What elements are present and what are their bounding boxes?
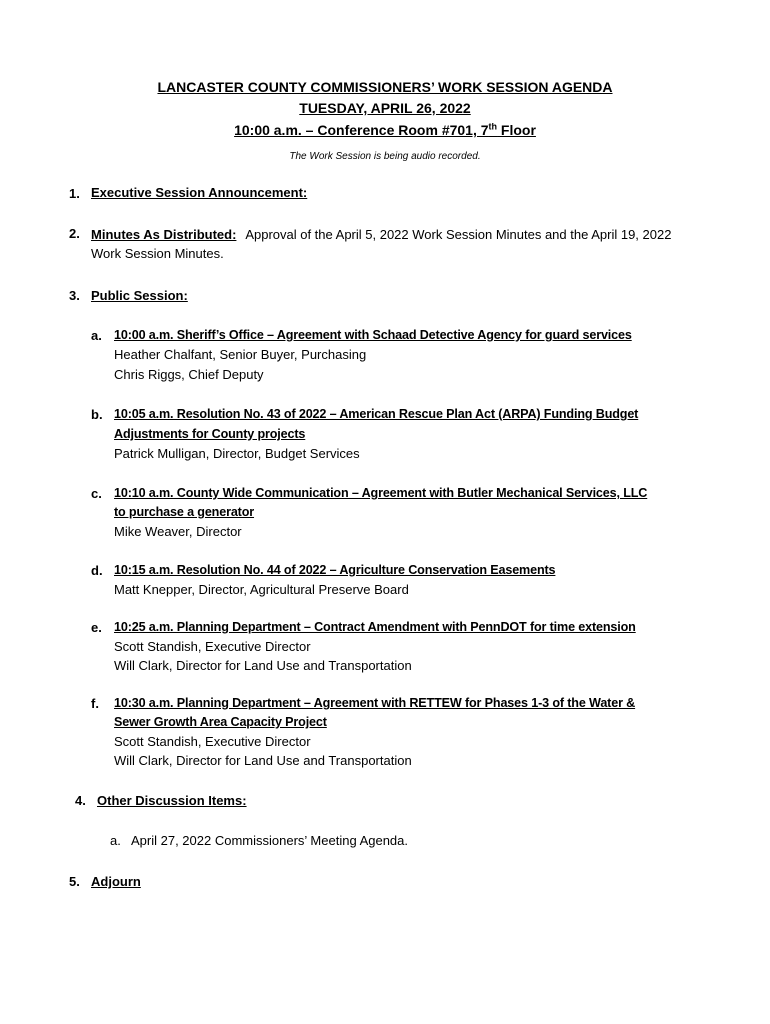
presenter: Heather Chalfant, Senior Buyer, Purchasing — [114, 347, 367, 362]
sub-item-heading-continued: to purchase a generator — [114, 505, 255, 519]
item-number: 4. — [75, 793, 86, 808]
sub-item-heading: 10:00 a.m. Sheriff’s Office – Agreement with Schaad Detective Agency for guard services — [114, 328, 632, 342]
sub-item-letter: b. — [91, 407, 103, 422]
sub-item-heading: 10:15 a.m. Resolution No. 44 of 2022 – Agriculture Conservation Easements — [114, 563, 556, 577]
item-number: 2. — [69, 226, 80, 241]
sub-item-heading: 10:05 a.m. Resolution No. 43 of 2022 – American Rescue Plan Act (ARPA) Funding Budget — [114, 407, 639, 421]
sub-item-heading: 10:30 a.m. Planning Department – Agreement with RETTEW for Phases 1-3 of the Water & — [114, 696, 636, 710]
agenda-time-location: 10:00 a.m. – Conference Room #701, 7th Floor — [234, 121, 536, 138]
sub-item-letter: a. — [110, 833, 121, 848]
presenter: Scott Standish, Executive Director — [114, 734, 311, 749]
recording-note: The Work Session is being audio recorded. — [289, 151, 481, 162]
presenter: Will Clark, Director for Land Use and Transportation — [114, 658, 412, 673]
sub-item-heading: 10:10 a.m. County Wide Communication – Agreement with Butler Mechanical Services, LLC — [114, 486, 648, 500]
item-label: Executive Session Announcement: — [91, 185, 308, 200]
sub-item-letter: c. — [91, 486, 102, 501]
agenda-title: LANCASTER COUNTY COMMISSIONERS’ WORK SESSION AGENDA — [157, 79, 613, 95]
sub-item-letter: f. — [91, 696, 99, 711]
agenda-item: 1. — [69, 186, 80, 201]
presenter: Chris Riggs, Chief Deputy — [114, 367, 264, 382]
sub-item-heading-continued: Adjustments for County projects — [114, 427, 306, 441]
presenter: Matt Knepper, Director, Agricultural Preserve Board — [114, 582, 409, 597]
adjourn-label: Adjourn — [91, 874, 141, 889]
item-text-continued: Work Session Minutes. — [91, 246, 224, 261]
sub-item-heading: 10:25 a.m. Planning Department – Contract Amendment with PennDOT for time extension — [114, 620, 636, 634]
presenter: Scott Standish, Executive Director — [114, 639, 311, 654]
sub-item-heading-continued: Sewer Growth Area Capacity Project — [114, 715, 327, 729]
agenda-date: TUESDAY, APRIL 26, 2022 — [299, 100, 471, 116]
item-number: 3. — [69, 288, 80, 303]
sub-item-text: April 27, 2022 Commissioners’ Meeting Agenda. — [131, 833, 408, 848]
presenter: Mike Weaver, Director — [114, 524, 242, 539]
item-number: 5. — [69, 874, 80, 889]
presenter: Patrick Mulligan, Director, Budget Services — [114, 446, 360, 461]
item-label: Other Discussion Items: — [97, 793, 247, 808]
presenter: Will Clark, Director for Land Use and Transportation — [114, 753, 412, 768]
item-label: Public Session: — [91, 288, 188, 303]
sub-item-letter: d. — [91, 563, 103, 578]
agenda-item: Minutes As Distributed: Approval of the April 5, 2022 Work Session Minutes and the April 19, 2022 — [91, 227, 672, 242]
sub-item-letter: e. — [91, 620, 102, 635]
sub-item-letter: a. — [91, 328, 102, 343]
